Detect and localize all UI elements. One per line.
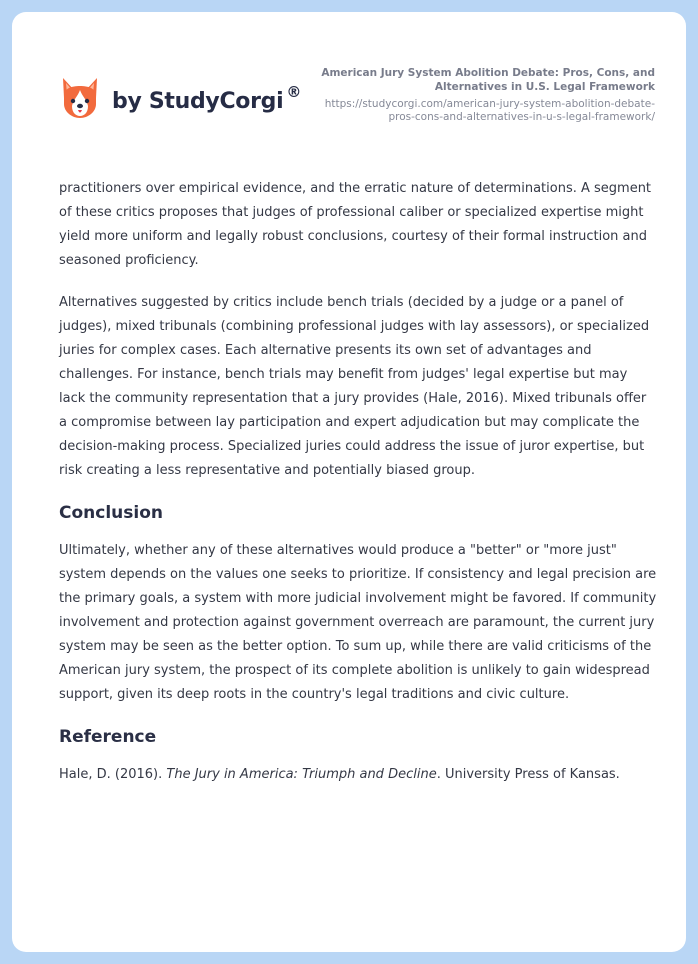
document-body <box>59 177 657 787</box>
reference-heading: Reference <box>59 727 157 747</box>
body-paragraph: Alternatives suggested by critics include bench trials (decided by a judge or a panel of judges), mixed tribunals (combining professional judges with lay assessors), or specialized juries for complex cases. Each alternative presents its own set of advantages and challenges. For instance, bench trials may benefit from judges' legal expertise but may lack the community representation that a jury provides (Hale, 2016). Mixed tribunals offer a compromise between lay participation and expert adjudication but may complicate the decision-making process. Specialized juries could address the issue of juror expertise, but risk creating a less representative and potentially biased group. <box>59 295 650 478</box>
brand-name: by StudyCorgi ® <box>112 82 302 114</box>
document-title: American Jury System Abolition Debate: Pros, Cons, and Alternatives in U.S. Legal Framework <box>321 67 655 93</box>
document-page <box>12 12 686 952</box>
reference-title: The Jury in America: Triumph and Decline <box>166 767 437 782</box>
reference-publisher: . University Press of Kansas. <box>436 767 620 782</box>
conclusion-paragraph: Ultimately, whether any of these alternatives would produce a "better" or "more just" system depends on the values one seeks to prioritize. If consistency and legal precision are the primary goals, a system with more judicial involvement might be favored. If community involvement and protection against government overreach are paramount, the current jury system may be seen as the better option. To sum up, while there are valid criticisms of the American jury system, the prospect of its complete abolition is unlikely to gain widespread support, given its deep roots in the country's legal traditions and civic culture. <box>59 543 657 702</box>
registered-mark: ® <box>286 82 302 101</box>
studycorgi-logo[interactable] <box>60 76 301 120</box>
conclusion-heading: Conclusion <box>59 503 163 523</box>
corgi-head-icon <box>60 76 100 120</box>
body-paragraph: practitioners over empirical evidence, and the erratic nature of determinations. A segment of these critics proposes that judges of professional caliber or specialized expertise might yield more uniform and legally robust conclusions, courtesy of their formal instruction and seasoned proficiency. <box>59 181 652 268</box>
document-url[interactable]: https://studycorgi.com/american-jury-system-abolition-debate-pros-cons-and-alternatives-in-u-s-legal-framework/ <box>324 98 655 123</box>
document-header <box>305 66 655 124</box>
reference-author: Hale, D. (2016). <box>59 767 167 782</box>
reference-entry <box>59 763 657 787</box>
